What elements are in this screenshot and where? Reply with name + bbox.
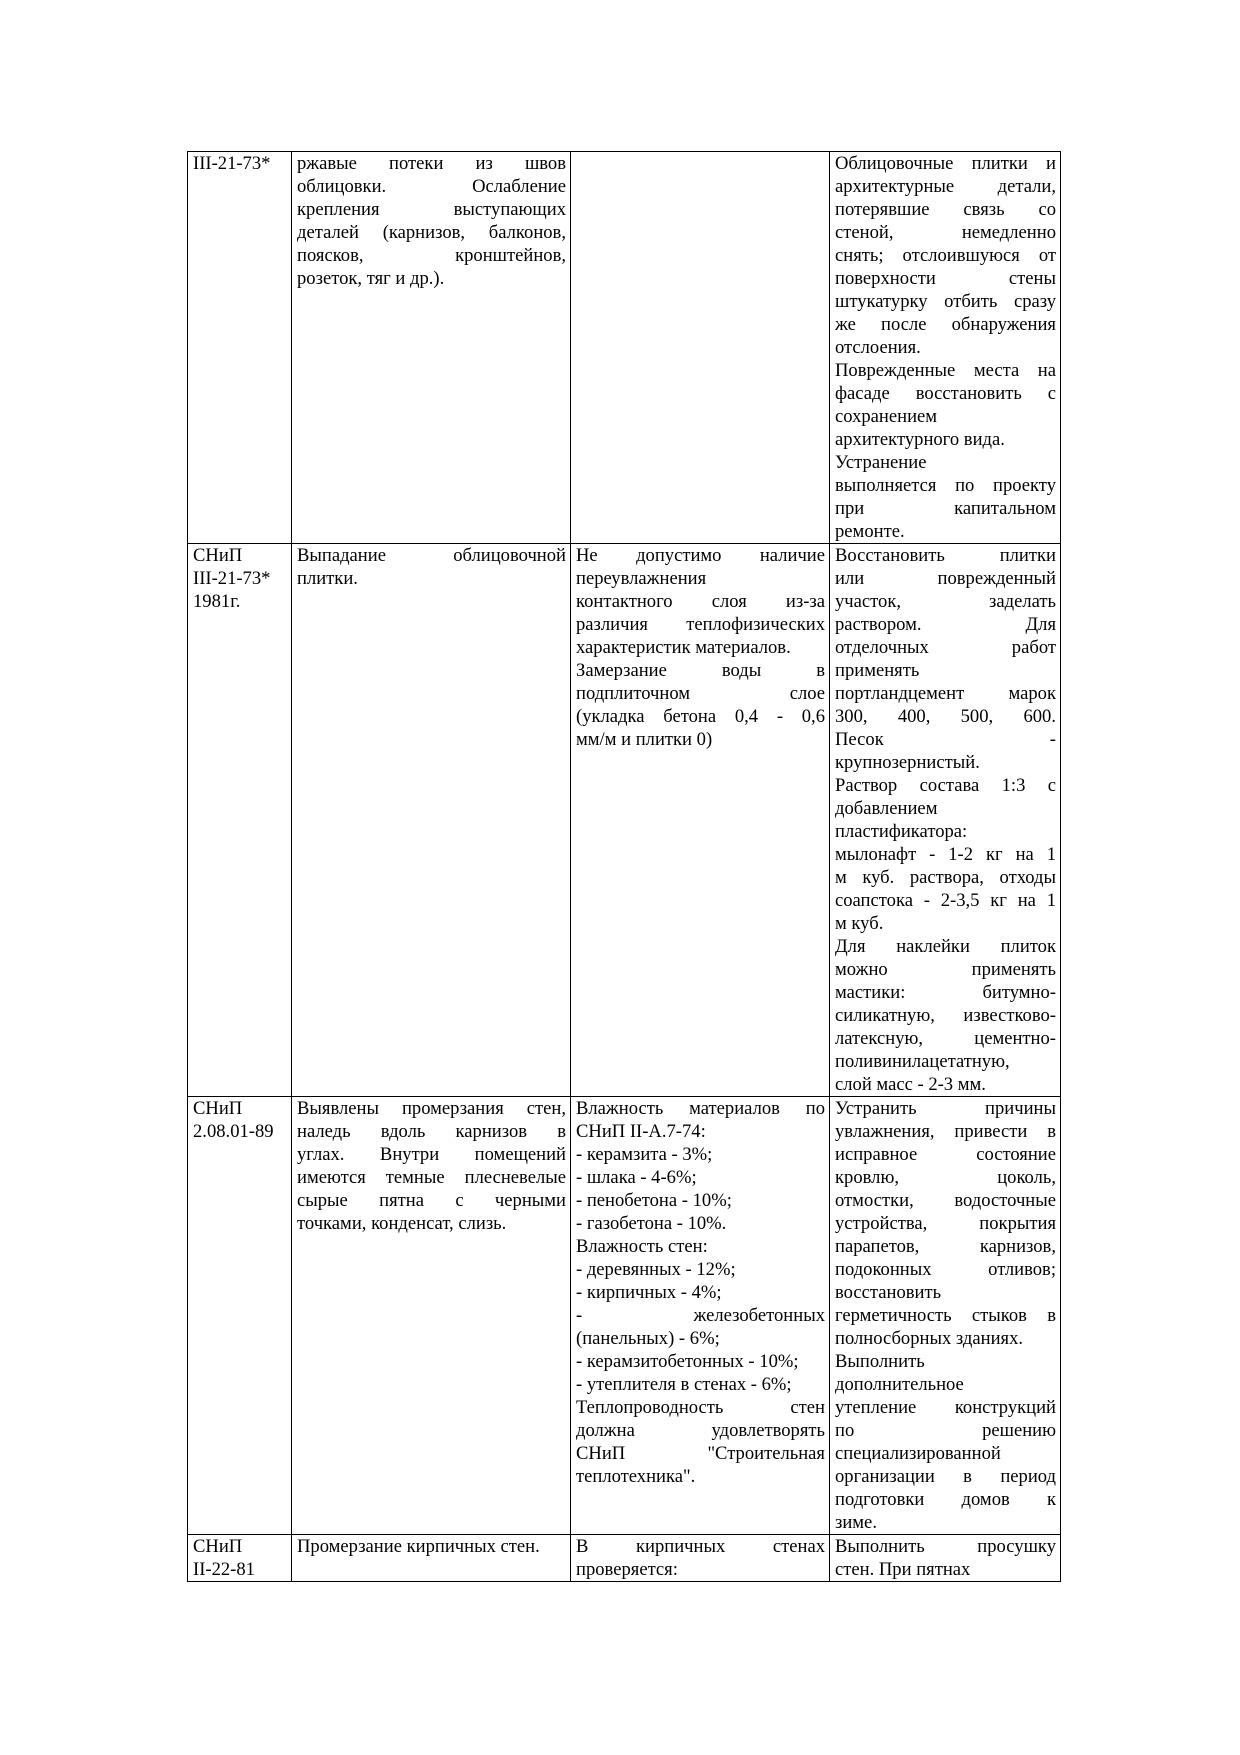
defect-cell <box>292 544 571 1097</box>
table-body <box>188 152 1061 1582</box>
defect-cell <box>292 1097 571 1535</box>
fix-line: м куб. раствора, отходы <box>835 867 1056 888</box>
requirement-line: Теплопроводность стен <box>576 1397 825 1418</box>
fix-line: архитектурного вида. <box>835 429 1005 450</box>
defect-line: розеток, тяг и др.). <box>297 268 445 289</box>
requirement-line: должна удовлетворять <box>576 1420 825 1441</box>
table-row <box>188 544 1061 1097</box>
requirement-line: Влажность материалов по <box>576 1098 825 1119</box>
fix-line: Раствор состава 1:3 с <box>835 775 1056 796</box>
fix-line: крупнозернистый. <box>835 752 980 773</box>
defect-line: поясков, кронштейнов, <box>297 245 566 266</box>
requirement-paragraph <box>576 1212 825 1235</box>
requirement-line: контактного слоя из-за <box>576 591 825 612</box>
requirement-paragraph <box>576 659 825 751</box>
fix-line: стеной, немедленно <box>835 222 1056 243</box>
table-row <box>188 1097 1061 1535</box>
requirement-line: - пенобетона - 10%; <box>576 1190 732 1211</box>
requirement-line: СНиП II-А.7-74: <box>576 1121 706 1142</box>
requirement-paragraph <box>576 1166 825 1189</box>
norm-cell <box>188 1535 292 1582</box>
requirement-line: (укладка бетона 0,4 - 0,6 <box>576 706 825 727</box>
requirement-paragraph <box>576 1350 825 1373</box>
requirement-paragraph <box>576 1189 825 1212</box>
fix-line: Облицовочные плитки и <box>835 153 1056 174</box>
requirement-line: - керамзитобетонных - 10%; <box>576 1351 799 1372</box>
requirement-line: Влажность стен: <box>576 1236 708 1257</box>
defect-line: ржавые потеки из швов <box>297 153 566 174</box>
fix-line: герметичность стыков в <box>835 1305 1056 1326</box>
fix-line: м куб. <box>835 913 884 934</box>
fix-paragraph <box>835 451 1056 543</box>
fix-line: можно применять <box>835 959 1056 980</box>
fix-line: 300, 400, 500, 600. <box>835 706 1056 727</box>
fix-paragraph <box>835 1535 1056 1581</box>
requirement-line: подплиточном слое <box>576 683 825 704</box>
defect-line: точками, конденсат, слизь. <box>297 1213 507 1234</box>
fix-paragraph <box>835 359 1056 451</box>
fix-line: портландцемент марок <box>835 683 1056 704</box>
fix-cell <box>830 152 1061 544</box>
fix-line: штукатурку отбить сразу <box>835 291 1056 312</box>
fix-line: при капитальном <box>835 498 1056 519</box>
requirement-line: мм/м и плитки 0) <box>576 729 713 750</box>
fix-line: Для наклейки плиток <box>835 936 1056 957</box>
fix-line: раствором. Для <box>835 614 1056 635</box>
fix-paragraph <box>835 935 1056 1096</box>
requirement-paragraph <box>576 1235 825 1258</box>
requirement-line: проверяется: <box>576 1559 678 1580</box>
defect-line: имеются темные плесневелые <box>297 1167 566 1188</box>
defect-line: облицовки. Ослабление <box>297 176 566 197</box>
fix-line: фасаде восстановить с <box>835 383 1056 404</box>
fix-line: кровлю, цоколь, <box>835 1167 1056 1188</box>
fix-line: добавлением <box>835 798 938 819</box>
requirement-line: различия теплофизических <box>576 614 825 635</box>
fix-line: подготовки домов к <box>835 1489 1056 1510</box>
requirement-line: - шлака - 4-6%; <box>576 1167 697 1188</box>
requirement-line: переувлажнения <box>576 568 707 589</box>
fix-line: Песок - <box>835 729 1056 750</box>
norm-cell <box>188 1097 292 1535</box>
fix-line: латексную, цементно- <box>835 1028 1056 1049</box>
defect-paragraph <box>297 152 566 290</box>
norm-line: 1981г. <box>193 591 241 612</box>
requirement-line: В кирпичных стенах <box>576 1536 825 1557</box>
fix-line: Устранение <box>835 452 927 473</box>
requirement-line: Замерзание воды в <box>576 660 825 681</box>
fix-line: отслоения. <box>835 337 921 358</box>
norm-line: СНиП <box>193 1536 243 1557</box>
fix-cell <box>830 1535 1061 1582</box>
fix-line: специализированной <box>835 1443 1001 1464</box>
fix-line: мастики: битумно- <box>835 982 1056 1003</box>
fix-line: применять <box>835 660 920 681</box>
norm-line: СНиП <box>193 545 243 566</box>
fix-line: устройства, покрытия <box>835 1213 1056 1234</box>
norm-cell <box>188 152 292 544</box>
requirement-line: СНиП "Строительная <box>576 1443 825 1464</box>
fix-line: ремонте. <box>835 521 905 542</box>
fix-line: парапетов, карнизов, <box>835 1236 1056 1257</box>
fix-line: утепление конструкций <box>835 1397 1056 1418</box>
fix-line: выполняется по проекту <box>835 475 1056 496</box>
fix-paragraph <box>835 1350 1056 1534</box>
norm-line: III-21-73* <box>193 568 271 589</box>
requirement-line: - утеплителя в стенах - 6%; <box>576 1374 792 1395</box>
norm-line: СНиП <box>193 1098 243 1119</box>
requirement-line: характеристик материалов. <box>576 637 791 658</box>
defect-line: наледь вдоль карнизов в <box>297 1121 566 1142</box>
fix-line: Поврежденные места на <box>835 360 1056 381</box>
defect-paragraph <box>297 1097 566 1235</box>
fix-line: полносборных зданиях. <box>835 1328 1024 1349</box>
fix-line: подоконных отливов; <box>835 1259 1056 1280</box>
requirement-cell <box>571 1535 830 1582</box>
fix-line: силикатную, известково- <box>835 1005 1056 1026</box>
norm-line: III-21-73* <box>193 153 271 174</box>
fix-line: дополнительное <box>835 1374 964 1395</box>
defect-cell <box>292 1535 571 1582</box>
fix-paragraph <box>835 152 1056 359</box>
fix-line: Восстановить плитки <box>835 545 1056 566</box>
defect-line: деталей (карнизов, балконов, <box>297 222 566 243</box>
norm-line: 2.08.01-89 <box>193 1121 274 1142</box>
requirement-paragraph <box>576 1535 825 1581</box>
requirement-paragraph <box>576 544 825 659</box>
requirement-cell <box>571 152 830 544</box>
fix-paragraph <box>835 774 1056 935</box>
requirement-line: - деревянных - 12%; <box>576 1259 736 1280</box>
fix-line: или поврежденный <box>835 568 1056 589</box>
fix-line: организации в период <box>835 1466 1056 1487</box>
fix-line: увлажнения, привести в <box>835 1121 1056 1142</box>
fix-line: участок, заделать <box>835 591 1056 612</box>
fix-line: Выполнить <box>835 1351 925 1372</box>
defect-paragraph <box>297 544 566 590</box>
requirement-line: теплотехника". <box>576 1466 696 1487</box>
fix-line: снять; отслоившуюся от <box>835 245 1056 266</box>
fix-line: слой масс - 2-3 мм. <box>835 1074 986 1095</box>
fix-line: Выполнить просушку <box>835 1536 1056 1557</box>
fix-line: по решению <box>835 1420 1056 1441</box>
requirement-line: - керамзита - 3%; <box>576 1144 713 1165</box>
defect-line: углах. Внутри помещений <box>297 1144 566 1165</box>
defect-line: Выявлены промерзания стен, <box>297 1098 566 1119</box>
requirement-line: - железобетонных <box>576 1305 825 1326</box>
defect-paragraph <box>297 1535 566 1558</box>
requirement-paragraph <box>576 1097 825 1143</box>
fix-paragraph <box>835 544 1056 774</box>
requirement-line: (панельных) - 6%; <box>576 1328 720 1349</box>
fix-line: же после обнаружения <box>835 314 1056 335</box>
requirement-paragraph <box>576 1396 825 1488</box>
requirement-cell <box>571 1097 830 1535</box>
fix-line: отмостки, водосточные <box>835 1190 1056 1211</box>
fix-line: соапстока - 2-3,5 кг на 1 <box>835 890 1056 911</box>
fix-cell <box>830 1097 1061 1535</box>
fix-line: поливинилацетатную, <box>835 1051 1010 1072</box>
requirement-line: Не допустимо наличие <box>576 545 825 566</box>
requirement-line: - газобетона - 10%. <box>576 1213 727 1234</box>
requirement-paragraph <box>576 1373 825 1396</box>
fix-line: архитектурные детали, <box>835 176 1056 197</box>
standards-table <box>187 151 1061 1582</box>
fix-line: поверхности стены <box>835 268 1056 289</box>
defect-line: Выпадание облицовочной <box>297 545 566 566</box>
fix-paragraph <box>835 1097 1056 1350</box>
fix-line: зиме. <box>835 1512 877 1533</box>
fix-line: мылонафт - 1-2 кг на 1 <box>835 844 1056 865</box>
requirement-cell <box>571 544 830 1097</box>
fix-line: потерявшие связь со <box>835 199 1056 220</box>
fix-cell <box>830 544 1061 1097</box>
fix-line: исправное состояние <box>835 1144 1056 1165</box>
defect-line: Промерзание кирпичных стен. <box>297 1536 540 1557</box>
fix-line: стен. При пятнах <box>835 1559 971 1580</box>
norm-cell <box>188 544 292 1097</box>
requirement-line: - кирпичных - 4%; <box>576 1282 722 1303</box>
fix-line: восстановить <box>835 1282 942 1303</box>
fix-line: Устранить причины <box>835 1098 1056 1119</box>
fix-line: отделочных работ <box>835 637 1056 658</box>
defect-line: плитки. <box>297 568 358 589</box>
requirement-paragraph <box>576 1304 825 1350</box>
defect-line: крепления выступающих <box>297 199 566 220</box>
norm-line: II-22-81 <box>193 1559 255 1580</box>
fix-line: сохранением <box>835 406 938 427</box>
fix-line: пластификатора: <box>835 821 968 842</box>
requirement-paragraph <box>576 1143 825 1166</box>
table-row <box>188 152 1061 544</box>
defect-line: сырые пятна с черными <box>297 1190 566 1211</box>
defect-cell <box>292 152 571 544</box>
table-row <box>188 1535 1061 1582</box>
requirement-paragraph <box>576 1281 825 1304</box>
requirement-paragraph <box>576 1258 825 1281</box>
